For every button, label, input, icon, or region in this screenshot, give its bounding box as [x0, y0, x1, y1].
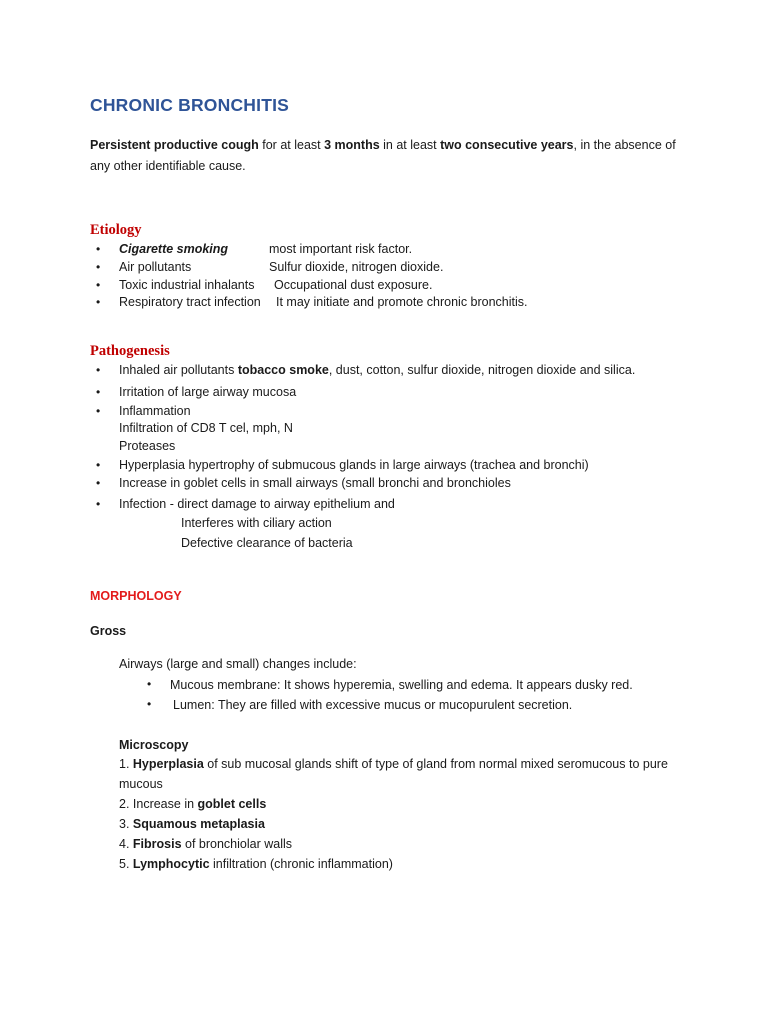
gross-heading: Gross	[90, 624, 127, 638]
microscopy-item: 2. Increase in goblet cells	[119, 797, 267, 811]
pathogenesis-item: Infection - direct damage to airway epithelium and	[119, 497, 395, 511]
etiology-heading: Etiology	[90, 222, 142, 238]
etiology-cause: Toxic industrial inhalants	[119, 278, 255, 292]
etiology-cause: Cigarette smoking	[119, 242, 229, 256]
bullet-icon: •	[96, 242, 101, 256]
bullet-icon: •	[96, 278, 101, 292]
bullet-icon: •	[96, 404, 101, 418]
microscopy-item: 3. Squamous metaplasia	[119, 817, 265, 831]
pathogenesis-item: Irritation of large airway mucosa	[119, 385, 297, 399]
pathogenesis-subitem: Proteases	[119, 439, 176, 453]
gross-item: Lumen: They are filled with excessive mucus or mucopurulent secretion.	[173, 698, 573, 712]
definition-years: two consecutive years	[440, 138, 574, 152]
definition-text: any other identifiable cause.	[90, 159, 246, 173]
bullet-icon: •	[96, 295, 101, 309]
etiology-note: Sulfur dioxide, nitrogen dioxide.	[269, 260, 444, 274]
pathogenesis-item: Hyperplasia hypertrophy of submucous glands in large airways (trachea and bronchi)	[119, 458, 589, 472]
microscopy-item: 5. Lymphocytic infiltration (chronic inflammation)	[119, 857, 393, 871]
pathogenesis-item: Inflammation	[119, 404, 191, 418]
morphology-heading: MORPHOLOGY	[90, 589, 182, 603]
bullet-icon: •	[147, 697, 152, 711]
bullet-icon: •	[96, 458, 101, 472]
definition-paragraph	[90, 135, 690, 177]
etiology-note: most important risk factor.	[269, 242, 413, 256]
bullet-icon: •	[96, 476, 101, 490]
pathogenesis-item: Increase in goblet cells in small airways (small bronchi and bronchioles	[119, 476, 511, 490]
gross-intro: Airways (large and small) changes include:	[119, 657, 357, 671]
definition-term: Persistent productive cough	[90, 138, 259, 152]
etiology-cause: Air pollutants	[119, 260, 192, 274]
definition-duration: 3 months	[324, 138, 380, 152]
pathogenesis-heading: Pathogenesis	[90, 343, 170, 359]
definition-text: in at least	[379, 138, 441, 152]
definition-text: for at least	[258, 138, 325, 152]
microscopy-item: 1. Hyperplasia of sub mucosal glands shift of type of gland from normal mixed seromucous to pure	[119, 757, 668, 771]
pathogenesis-subitem: Defective clearance of bacteria	[181, 536, 353, 550]
etiology-note: Occupational dust exposure.	[274, 278, 433, 292]
microscopy-item-continued: mucous	[119, 777, 163, 791]
page-title: CHRONIC BRONCHITIS	[90, 95, 290, 115]
gross-item: Mucous membrane: It shows hyperemia, swelling and edema. It appears dusky red.	[170, 678, 633, 692]
bullet-icon: •	[96, 385, 101, 399]
microscopy-heading: Microscopy	[119, 738, 189, 752]
pathogenesis-subitem: Interferes with ciliary action	[181, 516, 332, 530]
etiology-note: It may initiate and promote chronic bronchitis.	[276, 295, 528, 309]
bullet-icon: •	[96, 497, 101, 511]
bullet-icon: •	[147, 677, 152, 691]
pathogenesis-item: Inhaled air pollutants tobacco smoke, dust, cotton, sulfur dioxide, nitrogen dioxide and silica.	[119, 363, 636, 377]
etiology-cause: Respiratory tract infection	[119, 295, 261, 309]
bullet-icon: •	[96, 363, 101, 377]
definition-text: , in the absence of	[573, 138, 676, 152]
bullet-icon: •	[96, 260, 101, 274]
pathogenesis-subitem: Infiltration of CD8 T cel, mph, N	[119, 421, 293, 435]
microscopy-item: 4. Fibrosis of bronchiolar walls	[119, 837, 292, 851]
